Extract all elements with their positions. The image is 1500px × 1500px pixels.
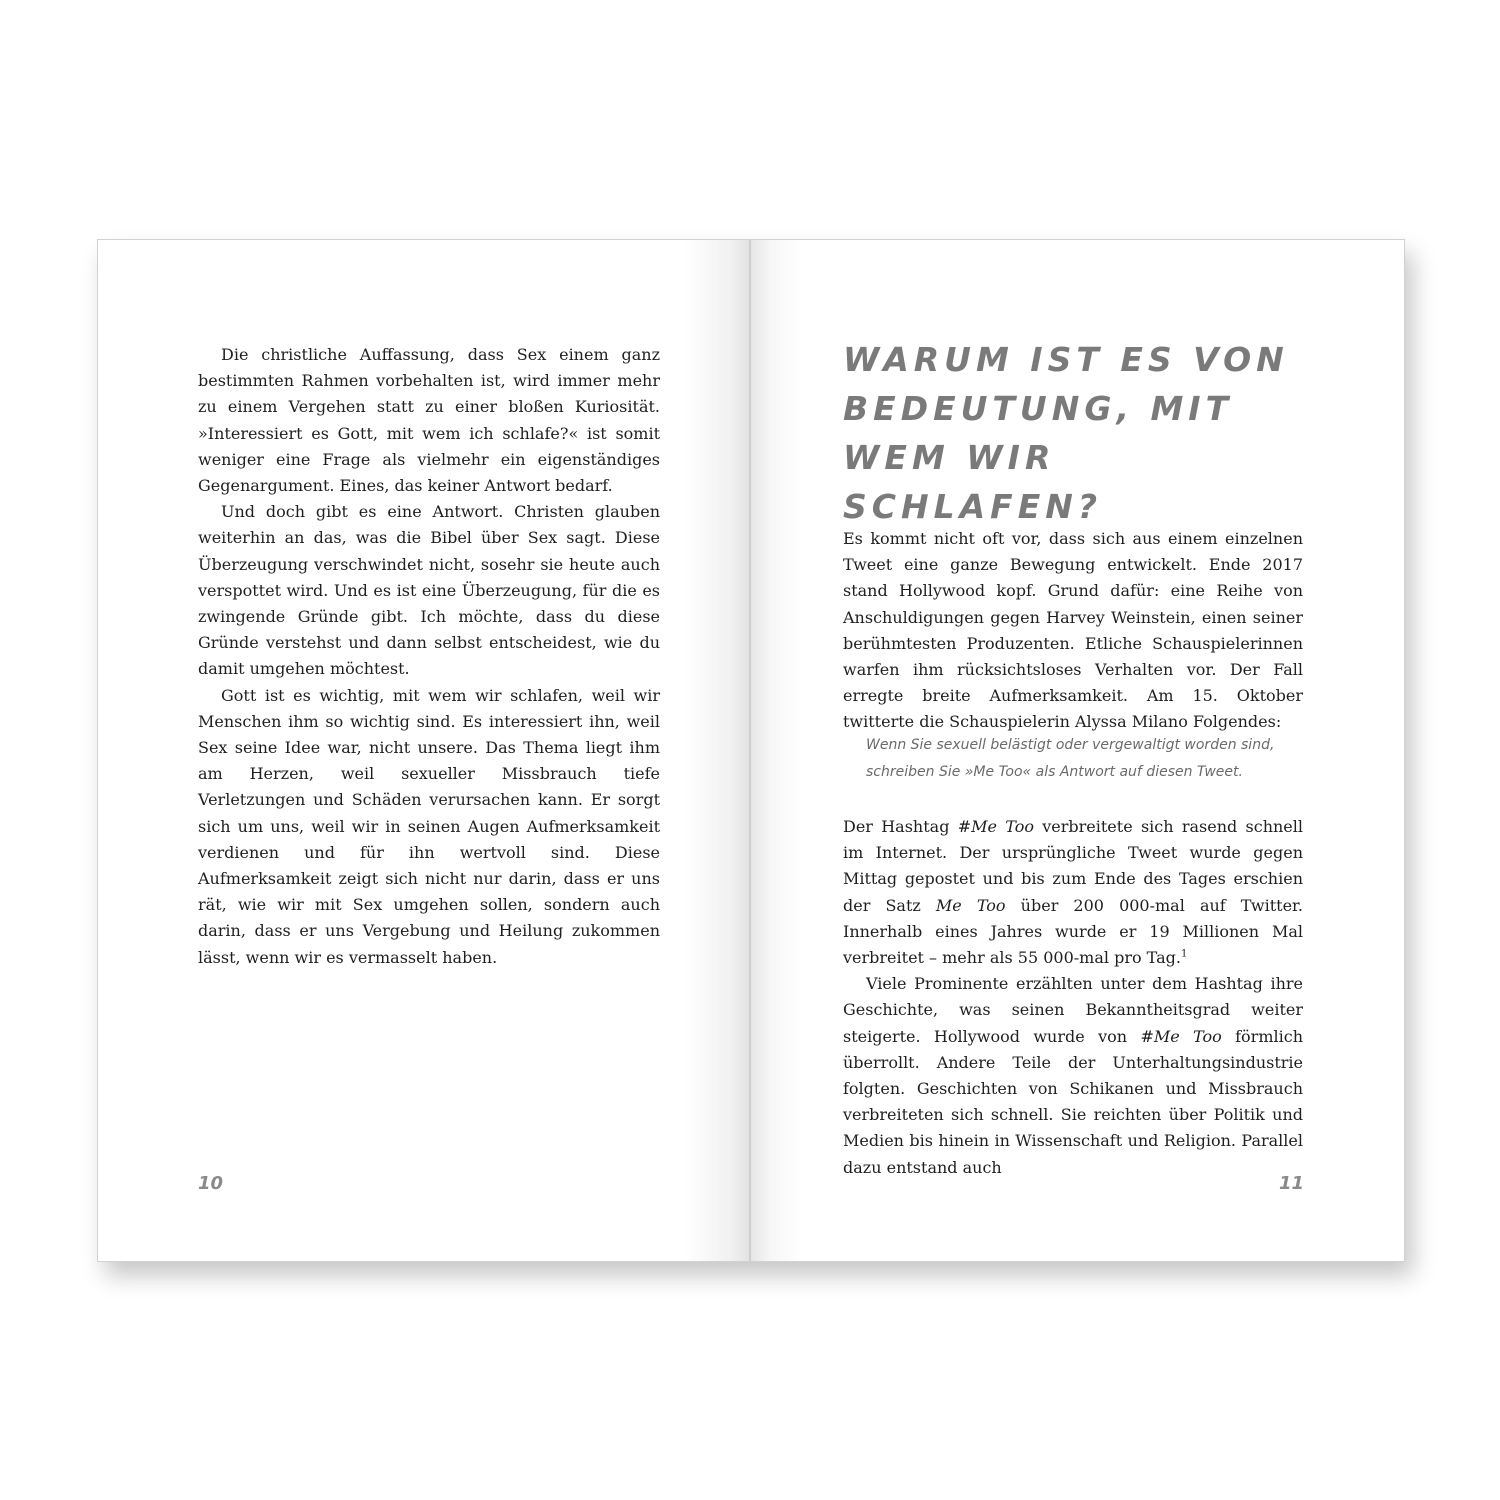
page-number-right: 11 xyxy=(1278,1173,1304,1194)
chapter-title: WARUM IST ES VON BEDEUTUNG, MIT WEM WIR SCHLAFEN? xyxy=(843,340,1289,526)
text-span: förmlich überrollt. Andere Teile der Unterhaltungsindustrie folgten. Geschichten von Schikanen und Missbrauch verbreiteten sich schnell. Sie reichten über Politik und Medien bis hinein in Wissenschaft und Religion. Parallel dazu entstand auch xyxy=(843,1026,1304,1177)
right-page-body xyxy=(843,814,1303,1181)
text-span: verbreitete sich rasend schnell im Internet. Der ursprüngliche Tweet wurde gegen Mittag gepostet und bis zum Ende des Tages erschien der Satz xyxy=(843,817,1304,915)
footnote-marker: 1 xyxy=(1180,948,1188,960)
intro-paragraph: Es kommt nicht oft vor, dass sich aus einem einzelnen Tweet eine ganze Bewegung entwickelt. Ende 2017 stand Hollywood kopf. Grund dafür: eine Reihe von Anschuldigungen gegen Harvey Weinstein, einen seiner berühmtesten Produzenten. Etliche Schauspielerinnen warfen ihm rücksichtsloses Verhalten vor. Der Fall erregte breite Aufmerksamkeit. Am 15. Oktober twitterte die Schauspielerin Alyssa Milano Folgendes: xyxy=(843,529,1303,732)
right-paragraph-3 xyxy=(843,971,1303,1181)
hashtag-emphasis: #Me Too xyxy=(1140,1026,1222,1046)
left-paragraph-1: Die christliche Auffassung, dass Sex einem ganz bestimmten Rahmen vorbehalten ist, wird immer mehr zu einem Vergehen statt zu einer bloßen Kuriosität. »Interessiert es Gott, mit wem ich schlafe?« ist somit weniger eine Frage als vielmehr ein eigenständiges Gegenargument. Eines, das keiner Antwort bedarf. xyxy=(198,345,660,496)
left-page-body xyxy=(198,342,660,971)
text-span: Viele Prominente erzählten unter dem Hashtag ihre Geschichte, was seinen Bekanntheitsgrad weiter steigerte. Hollywood wurde von xyxy=(843,974,1303,1046)
tweet-quote: Wenn Sie sexuell belästigt oder vergewaltigt worden sind, schreiben Sie »Me Too« als Antwort auf diesen Tweet. xyxy=(866,737,1275,780)
page-number-left: 10 xyxy=(198,1173,224,1194)
left-paragraph-2: Und doch gibt es eine Antwort. Christen glauben weiterhin an das, was die Bibel über Sex sagt. Diese Überzeugung verschwindet nicht, sosehr sie heute auch verspottet wird. Und es ist eine Überzeugung, für die es zwingende Gründe gibt. Ich möchte, dass du diese Gründe verstehst und dann selbst entscheidest, wie du damit umgehen möchtest. xyxy=(198,502,660,679)
text-span: über 200 000-mal auf Twitter. Innerhalb eines Jahres wurde er 19 Millionen Mal verbreitet – mehr als 55 000-mal pro Tag. xyxy=(843,895,1304,968)
left-paragraph-3: Gott ist es wichtig, mit wem wir schlafen, weil wir Menschen ihm so wichtig sind. Es interessiert ihn, weil Sex seine Idee war, nicht unsere. Das Thema liegt ihm am Herzen, weil sexueller Missbrauch tiefe Verletzungen und Schäden verursachen kann. Er sorgt sich um uns, weil wir in seinen Augen Aufmerksamkeit verdienen und für ihn wertvoll sind. Diese Aufmerksamkeit zeigt sich nicht nur darin, dass er uns rät, wie wir mit Sex umgehen sollen, sondern auch darin, dass er uns Vergebung und Heilung zukommen lässt, wenn wir es vermasselt haben. xyxy=(198,685,660,967)
phrase-emphasis: Me Too xyxy=(935,895,1006,915)
book-spread xyxy=(97,239,1405,1262)
left-page xyxy=(98,240,750,1261)
right-paragraph-2 xyxy=(843,814,1303,971)
hashtag-emphasis: #Me Too xyxy=(957,817,1034,836)
text-span: Der Hashtag xyxy=(843,817,958,836)
right-page-intro xyxy=(843,526,1303,736)
right-page xyxy=(751,240,1404,1261)
